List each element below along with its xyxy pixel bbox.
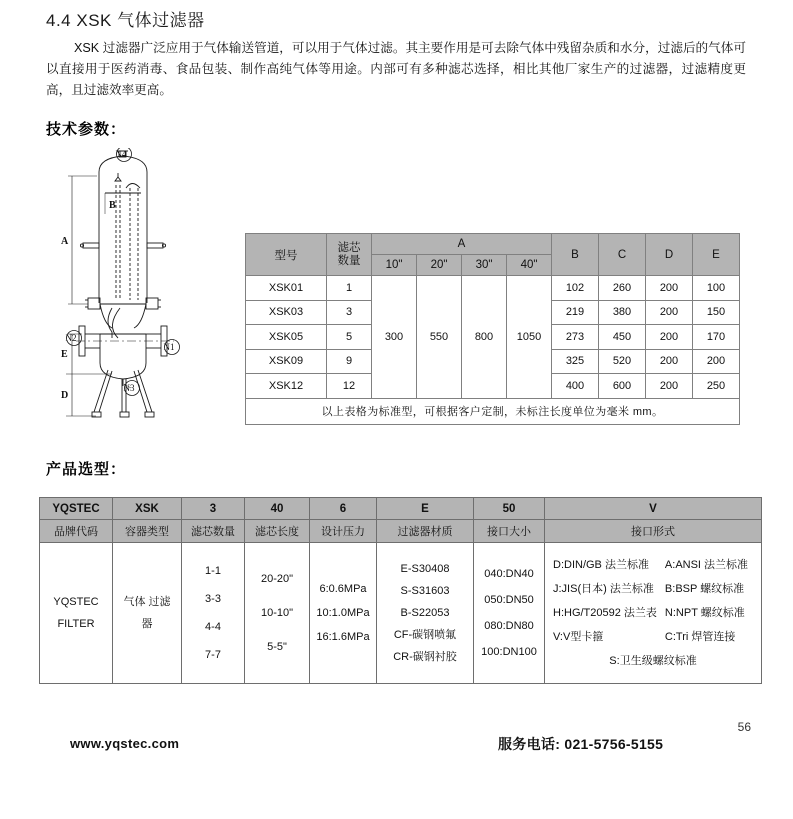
sel-name-pressure: 设计压力 xyxy=(310,520,377,543)
drawing-label-d: D xyxy=(61,390,69,401)
material-option-5: CR-碳钢衬胶 xyxy=(393,651,457,663)
drawing-label-n4: N4 xyxy=(115,149,127,159)
qty-option-2: 3-3 xyxy=(205,593,221,605)
sel-value-port-type xyxy=(545,543,762,684)
cell-e: 170 xyxy=(693,325,740,350)
cell-b: 325 xyxy=(552,349,599,374)
th-c: C xyxy=(599,234,646,276)
sel-code-port-size: 50 xyxy=(474,498,545,520)
th-a-30: 30" xyxy=(462,255,507,276)
port-size-option-2: 050:DN50 xyxy=(484,594,534,606)
qty-option-3: 4-4 xyxy=(205,621,221,633)
port-size-option-3: 080:DN80 xyxy=(484,620,534,632)
length-option-3: 5-5" xyxy=(267,641,287,653)
page-title: 4.4 XSK 气体过滤器 xyxy=(46,11,205,30)
th-a-10: 10" xyxy=(372,255,417,276)
sel-name-material: 过滤器材质 xyxy=(377,520,474,543)
cell-model: XSK05 xyxy=(246,325,327,350)
cell-model: XSK01 xyxy=(246,276,327,301)
cell-a-40: 1050 xyxy=(507,276,552,399)
sel-value-length xyxy=(245,543,310,684)
page-number: 56 xyxy=(737,720,751,734)
cell-model: XSK12 xyxy=(246,374,327,399)
cell-b: 219 xyxy=(552,300,599,325)
filter-vessel-drawing xyxy=(52,148,242,420)
sel-code-brand: YQSTEC xyxy=(40,498,113,520)
sel-code-port-type: V xyxy=(545,498,762,520)
drawing-label-n3: N3 xyxy=(123,383,135,393)
cell-e: 150 xyxy=(693,300,740,325)
sel-value-pressure xyxy=(310,543,377,684)
cell-a-10: 300 xyxy=(372,276,417,399)
th-element-qty-line2: 数量 xyxy=(337,254,361,267)
qty-option-4: 7-7 xyxy=(205,649,221,661)
vessel-line-1: 气体 过滤 xyxy=(123,596,171,608)
table-note: 以上表格为标准型，可根据客户定制，未标注长度单位为毫米 mm。 xyxy=(246,398,740,424)
th-element-qty xyxy=(327,234,372,276)
cell-b: 400 xyxy=(552,374,599,399)
port-type-left-2: J:JIS(日本) 法兰标准 xyxy=(553,583,654,595)
tech-parameters-heading: 技术参数： xyxy=(46,121,127,138)
intro-paragraph: XSK 过滤器广泛应用于气体输送管道，可以用于气体过滤。其主要作用是可去除气体中残留杂质和水分，过滤后的气体可以直接用于医药消毒、食品包装、制作高纯气体等用途。内部可有多种滤芯选择，相比其他厂家生产的过滤器，过滤精度更高，且过滤效率更高。 xyxy=(46,41,746,97)
pressure-option-3: 16:1.6MPa xyxy=(316,631,370,643)
pressure-option-1: 6:0.6MPa xyxy=(319,583,367,595)
sel-code-length: 40 xyxy=(245,498,310,520)
drawing-label-b: B xyxy=(109,200,116,211)
cell-d: 200 xyxy=(646,276,693,301)
port-type-right-3: N:NPT 螺纹标准 xyxy=(664,607,745,619)
drawing-label-n1: N1 xyxy=(163,342,175,352)
sel-name-port-size: 接口大小 xyxy=(474,520,545,543)
length-option-1: 20-20" xyxy=(260,573,294,585)
material-option-4: CF-碳钢喷氟 xyxy=(393,629,457,641)
cell-c: 600 xyxy=(599,374,646,399)
cell-qty: 5 xyxy=(327,325,372,350)
selection-code-row xyxy=(40,498,762,520)
material-option-2: S-S31603 xyxy=(400,585,450,597)
pressure-option-2: 10:1.0MPa xyxy=(316,607,370,619)
port-size-option-4: 100:DN100 xyxy=(481,646,537,658)
port-type-right-2: B:BSP 螺纹标准 xyxy=(664,583,745,595)
port-type-left-4: V:V型卡箍 xyxy=(553,631,604,643)
footer-phone: 服务电话: 021-5756-5155 xyxy=(498,736,664,752)
sel-value-qty xyxy=(182,543,245,684)
th-group-a: A xyxy=(372,234,552,255)
cell-qty: 3 xyxy=(327,300,372,325)
tech-parameters-table xyxy=(245,233,740,425)
sel-value-material xyxy=(377,543,474,684)
cell-a-30: 800 xyxy=(462,276,507,399)
length-option-2: 10-10" xyxy=(260,607,294,619)
cell-c: 380 xyxy=(599,300,646,325)
material-option-3: B-S22053 xyxy=(400,607,450,619)
drawing-label-a: A xyxy=(61,236,69,247)
th-element-qty-line1: 滤芯 xyxy=(337,241,361,254)
sel-name-qty: 滤芯数量 xyxy=(182,520,245,543)
cell-d: 200 xyxy=(646,374,693,399)
th-d: D xyxy=(646,234,693,276)
sel-name-length: 滤芯长度 xyxy=(245,520,310,543)
th-model: 型号 xyxy=(246,234,327,276)
cell-c: 520 xyxy=(599,349,646,374)
cell-qty: 1 xyxy=(327,276,372,301)
cell-qty: 9 xyxy=(327,349,372,374)
brand-line-1: YQSTEC xyxy=(53,596,99,608)
drawing-label-n2: N2 xyxy=(65,333,77,343)
sel-code-qty: 3 xyxy=(182,498,245,520)
port-type-sanitary: S:卫生级螺纹标准 xyxy=(609,655,697,667)
cell-e: 200 xyxy=(693,349,740,374)
sel-name-brand: 品牌代码 xyxy=(40,520,113,543)
th-a-20: 20" xyxy=(417,255,462,276)
th-e: E xyxy=(693,234,740,276)
port-size-option-1: 040:DN40 xyxy=(484,568,534,580)
footer-website[interactable]: www.yqstec.com xyxy=(70,736,180,751)
cell-b: 102 xyxy=(552,276,599,301)
cell-c: 260 xyxy=(599,276,646,301)
table-row xyxy=(246,276,740,301)
cell-d: 200 xyxy=(646,325,693,350)
product-selection-table xyxy=(39,497,762,684)
port-type-left-3: H:HG/T20592 法兰表 xyxy=(553,607,657,619)
cell-qty: 12 xyxy=(327,374,372,399)
cell-a-20: 550 xyxy=(417,276,462,399)
selection-name-row xyxy=(40,520,762,543)
port-type-right-4: C:Tri 焊管连接 xyxy=(664,631,736,643)
cell-model: XSK09 xyxy=(246,349,327,374)
selection-values-row xyxy=(40,543,762,684)
sel-code-material: E xyxy=(377,498,474,520)
product-selection-heading: 产品选型： xyxy=(46,461,127,478)
th-a-40: 40" xyxy=(507,255,552,276)
port-type-left-1: D:DIN/GB 法兰标准 xyxy=(553,559,649,571)
sel-value-port-size xyxy=(474,543,545,684)
port-type-right-1: A:ANSI 法兰标准 xyxy=(664,559,749,571)
cell-b: 273 xyxy=(552,325,599,350)
vessel-line-2: 器 xyxy=(141,618,153,630)
sel-code-pressure: 6 xyxy=(310,498,377,520)
sel-name-vessel: 容器类型 xyxy=(113,520,182,543)
qty-option-1: 1-1 xyxy=(205,565,221,577)
cell-e: 100 xyxy=(693,276,740,301)
cell-d: 200 xyxy=(646,349,693,374)
sel-code-vessel: XSK xyxy=(113,498,182,520)
cell-d: 200 xyxy=(646,300,693,325)
cell-e: 250 xyxy=(693,374,740,399)
table-note-row xyxy=(246,398,740,424)
cell-model: XSK03 xyxy=(246,300,327,325)
th-b: B xyxy=(552,234,599,276)
material-option-1: E-S30408 xyxy=(400,563,450,575)
drawing-label-e: E xyxy=(61,349,68,360)
sel-value-brand xyxy=(40,543,113,684)
cell-c: 450 xyxy=(599,325,646,350)
sel-name-port-type: 接口形式 xyxy=(545,520,762,543)
sel-value-vessel xyxy=(113,543,182,684)
brand-line-2: FILTER xyxy=(57,618,95,630)
